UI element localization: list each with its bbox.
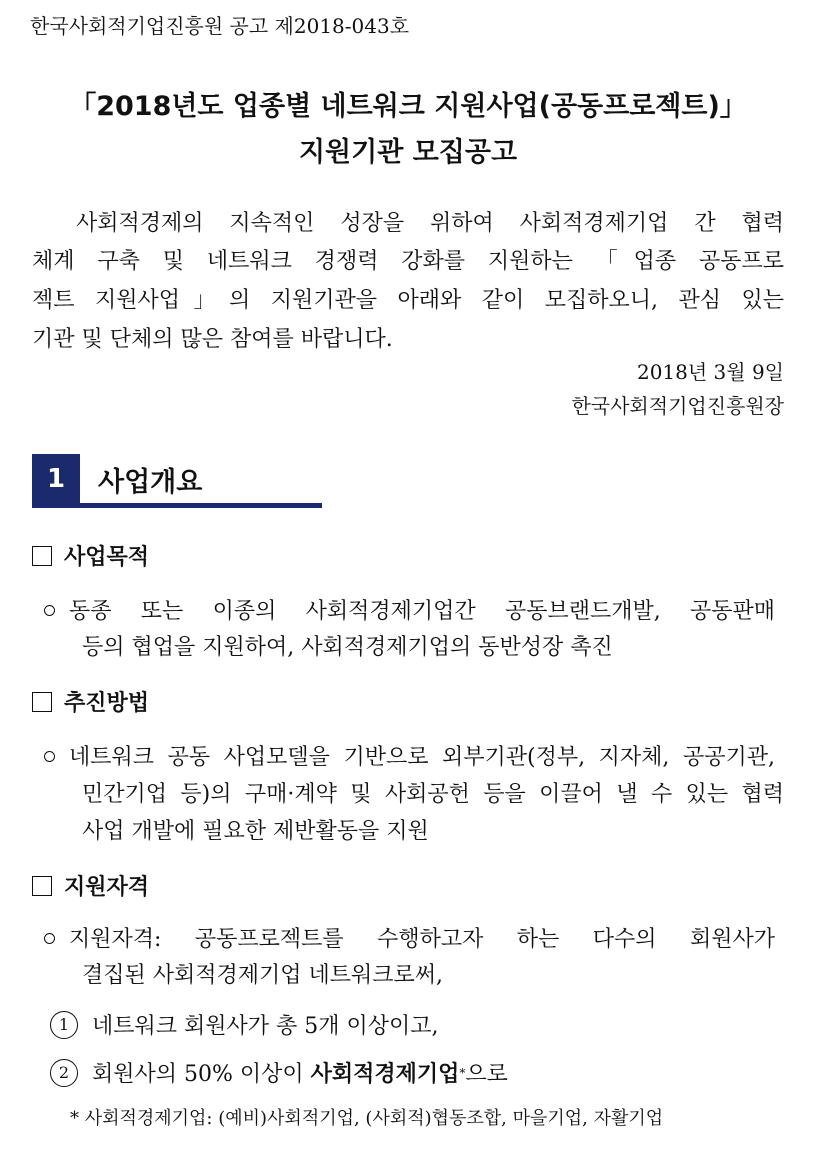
- section-underline: [32, 503, 322, 508]
- eligibility-item-1: [50, 1009, 439, 1040]
- eligibility-item-2-prefix: 회원사의 50% 이상이: [92, 1062, 311, 1087]
- eligibility-item-2-keyword: 사회적경제기업: [310, 1061, 460, 1087]
- eligibility-item-2: [50, 1057, 508, 1088]
- checkbox-square-icon: [32, 546, 52, 566]
- intro-line-2: 체계 구축 및 네트워크 경쟁력 강화를 지원하는 「업종 공동프로: [32, 249, 784, 274]
- notice-number: 한국사회적기업진흥원 공고 제2018-043호: [30, 14, 410, 38]
- method-line-1: 네트워크 공동 사업모델을 기반으로 외부기관(정부, 지자체, 공공기관,: [69, 745, 775, 770]
- intro-line-1: 사회적경제의 지속적인 성장을 위하여 사회적경제기업 간 협력: [76, 211, 784, 236]
- checkbox-square-icon: [32, 876, 52, 896]
- method-bullet: [44, 740, 775, 771]
- page-title: 「2018년도 업종별 네트워크 지원사업(공동프로젝트)」: [69, 91, 747, 122]
- eligibility-line-2: 결집된 사회적경제기업 네트워크로써,: [82, 963, 444, 988]
- section-title: 사업개요: [98, 467, 203, 498]
- subheading-method: [32, 686, 149, 717]
- bullet-circle-icon: [44, 751, 55, 762]
- bullet-circle-icon: [44, 933, 55, 944]
- intro-line-4: 기관 및 단체의 많은 참여를 바랍니다.: [32, 327, 393, 352]
- section-number-badge: 1: [32, 454, 80, 504]
- issuer: 한국사회적기업진흥원장: [571, 394, 784, 418]
- intro-line-3: 젝트 지원사업」의 지원기관을 아래와 같이 모집하오니, 관심 있는: [32, 288, 784, 313]
- footnote: * 사회적경제기업: (예비)사회적기업, (사회적)협동조합, 마을기업, 자활기업: [70, 1108, 664, 1129]
- method-line-3: 사업 개발에 필요한 제반활동을 지원: [82, 819, 429, 844]
- purpose-bullet: [44, 594, 775, 625]
- purpose-line-2: 등의 협업을 지원하여, 사회적경제기업의 동반성장 촉진: [82, 635, 613, 660]
- circled-number-1: 1: [50, 1011, 78, 1039]
- purpose-line-1: 동종 또는 이종의 사회적경제기업간 공동브랜드개발, 공동판매: [69, 599, 775, 624]
- bullet-circle-icon: [44, 605, 55, 616]
- circled-number-2: 2: [50, 1059, 78, 1087]
- checkbox-square-icon: [32, 692, 52, 712]
- subheading-eligibility-label: 지원자격: [64, 874, 150, 900]
- notice-date: 2018년 3월 9일: [636, 360, 784, 384]
- subheading-eligibility: [32, 870, 149, 901]
- page-subtitle: 지원기관 모집공고: [298, 137, 518, 168]
- eligibility-bullet: [44, 922, 775, 953]
- subheading-method-label: 추진방법: [64, 690, 150, 716]
- subheading-purpose-label: 사업목적: [64, 544, 150, 570]
- eligibility-line-1: 지원자격: 공동프로젝트를 수행하고자 하는 다수의 회원사가: [69, 927, 775, 952]
- footnote-marker: *: [459, 1065, 466, 1080]
- eligibility-item-1-text: 네트워크 회원사가 총 5개 이상이고,: [92, 1014, 439, 1039]
- eligibility-item-2-suffix: 으로: [465, 1062, 508, 1087]
- method-line-2: 민간기업 등)의 구매·계약 및 사회공헌 등을 이끌어 낼 수 있는 협력: [82, 782, 784, 807]
- subheading-purpose: [32, 540, 149, 571]
